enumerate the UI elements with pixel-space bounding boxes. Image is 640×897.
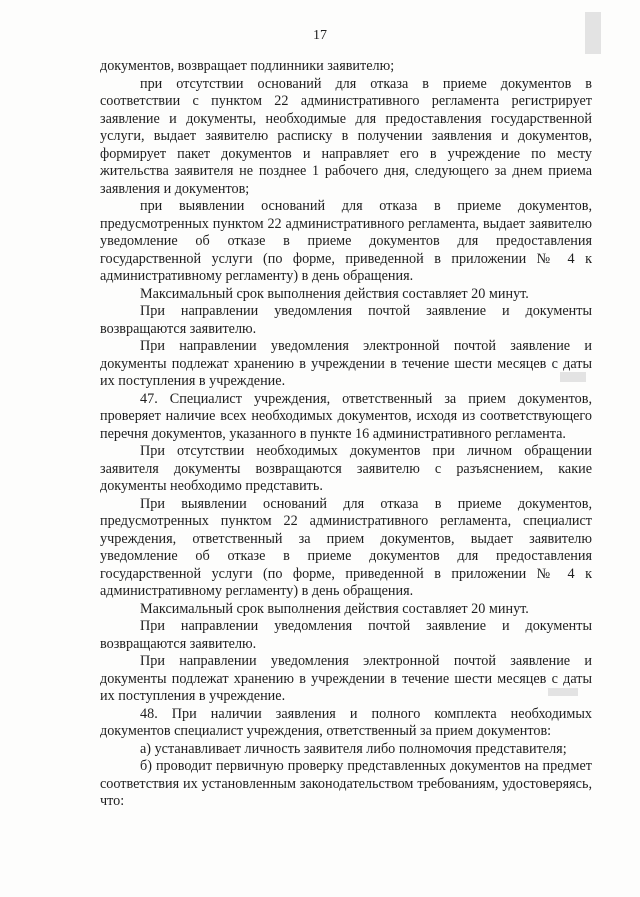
paragraph: Максимальный срок выполнения действия составляет 20 минут. <box>140 285 529 302</box>
paragraph: документов, возвращает подлинники заявителю; <box>100 58 395 74</box>
scan-artifact <box>585 12 601 54</box>
page-number: 17 <box>313 28 327 43</box>
paragraph: При отсутствии необходимых документов при личном обращении заявителя документы возвращаются заявителю с разъяснением, какие документы необходимо представить. <box>100 443 592 494</box>
paragraph: При направлении уведомления почтой заявление и документы возвращаются заявителю. <box>100 618 592 652</box>
scan-artifact <box>560 372 586 382</box>
paragraph: 48. При наличии заявления и полного комплекта необходимых документов специалист учреждения, ответственный за прием документов: <box>100 705 592 739</box>
paragraph: Максимальный срок выполнения действия составляет 20 минут. <box>140 600 529 617</box>
scan-artifact <box>548 688 578 696</box>
paragraph: 47. Специалист учреждения, ответственный за прием документов, проверяет наличие всех необходимых документов, исходя из соответствующего перечня документов, указанного в пункте 16 административного регламента. <box>100 390 592 442</box>
paragraph: а) устанавливает личность заявителя либо полномочия представителя; <box>140 740 567 757</box>
paragraph: При направлении уведомления почтой заявление и документы возвращаются заявителю. <box>100 303 592 337</box>
paragraph: при выявлении оснований для отказа в приеме документов, предусмотренных пунктом 22 административного регламента, выдает заявителю уведомление об отказе в приеме документов для предоставления государственной услуги (по форме, приведенной в приложении № 4 к административному регламенту) в день обращения. <box>100 198 592 284</box>
paragraph: При направлении уведомления электронной почтой заявление и документы подлежат хранению в учреждении в течение шести месяцев с даты их поступления в учреждение. <box>100 338 592 389</box>
paragraph: При направлении уведомления электронной почтой заявление и документы подлежат хранению в учреждении в течение шести месяцев с даты их поступления в учреждение. <box>100 653 592 704</box>
document-body <box>100 58 592 811</box>
paragraph: При выявлении оснований для отказа в приеме документов, предусмотренных пунктом 22 административного регламента, специалист учреждения, ответственный за прием документов, выдает заявителю уведомление об отказе в приеме документов для предоставления государственной услуги (по форме, приведенной в приложении № 4 к административному регламенту) в день обращения. <box>100 495 592 599</box>
paragraph: б) проводит первичную проверку представленных документов на предмет соответствия их установленным законодательством требованиям, удостоверяясь, что: <box>100 758 592 809</box>
paragraph: при отсутствии оснований для отказа в приеме документов в соответствии с пунктом 22 административного регламента регистрирует заявление и документы, необходимые для предоставления государственной услуги, выдает заявителю расписку в получении заявления и документов, формирует пакет документов и направляет его в учреждение по месту жительства заявителя не позднее 1 рабочего дня, следующего за днем приема заявления и документов; <box>100 75 592 197</box>
